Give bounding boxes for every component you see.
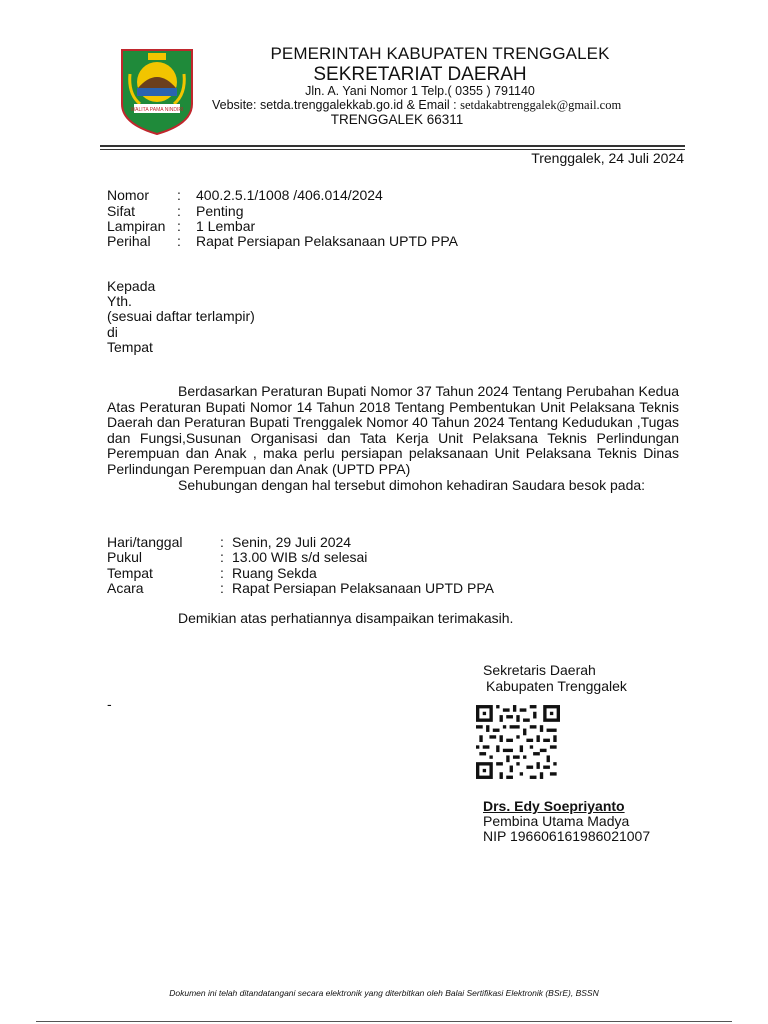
body-paragraph-1: Berdasarkan Peraturan Bupati Nomor 37 Tahun 2024 Tentang Perubahan Kedua Atas Peraturan Bupati Nomor 14 Tahun 2018 Tentang Pembentukan Unit Pelaksana Teknis Daerah dan Peraturan Bupati Trenggalek Nomor 40 Tahun 2024 Tentang Kedudukan ,Tugas dan Fungsi,Susunan Organisasi dan Tata Kerja Unit Pelaksana Teknis Perlindungan Perempuan dan Anak , maka perlu persiapan pelaksanaan Unit Pelaksana Teknis Dinas Perlindungan Perempuan dan Anak (UPTD PPA) <box>107 383 679 477</box>
signer-office: Kabupaten Trenggalek <box>486 678 627 694</box>
recipient-line: di <box>107 324 118 340</box>
office-address: Jln. A. Yani Nomor 1 Telp.( 0355 ) 791140 <box>305 84 535 98</box>
recipient-line: Kepada <box>107 278 156 294</box>
recipient-line: Tempat <box>107 339 153 355</box>
meta-value-perihal: Rapat Persiapan Pelaksanaan UPTD PPA <box>196 233 458 249</box>
meta-value-lampiran: 1 Lembar <box>196 218 256 234</box>
dash-mark: - <box>107 696 112 712</box>
signer-rank: Pembina Utama Madya <box>483 813 630 829</box>
schedule-label-time: Pukul <box>107 549 143 565</box>
qr-code-icon <box>476 705 560 779</box>
schedule-value-time: 13.00 WIB s/d selesai <box>232 549 368 565</box>
body-paragraph-2: Sehubungan dengan hal tersebut dimohon kehadiran Saudara besok pada: <box>178 476 646 493</box>
header-divider-thick <box>100 145 685 147</box>
esign-footer-note: Dokumen ini telah ditandatangani secara elektronik yang diterbitkan oleh Balai Sertifikasi Elektronik (BSrE), BSSN <box>169 988 599 998</box>
schedule-label-agenda: Acara <box>107 580 144 596</box>
letter-body <box>107 384 679 493</box>
logo-motto: WALITA PAMA NINDIRI <box>130 107 184 113</box>
meta-value-sifat: Penting <box>196 203 244 219</box>
recipient-line: Yth. <box>107 293 132 309</box>
meta-value-nomor: 400.2.5.1/1008 /406.014/2024 <box>196 187 383 203</box>
schedule-value-place: Ruang Sekda <box>232 565 317 581</box>
page-bottom-line <box>36 1021 732 1022</box>
signer-nip: NIP 196606161986021007 <box>483 828 651 844</box>
signer-name: Drs. Edy Soepriyanto <box>483 798 625 814</box>
closing-sentence: Demikian atas perhatiannya disampaikan terimakasih. <box>178 610 514 626</box>
email-link[interactable]: setdakabtrenggalek@gmail.com <box>460 98 622 112</box>
schedule-label-date: Hari/tanggal <box>107 534 183 550</box>
recipient-line: (sesuai daftar terlampir) <box>107 308 255 324</box>
schedule-value-agenda: Rapat Persiapan Pelaksanaan UPTD PPA <box>232 580 494 596</box>
city-zip: TRENGGALEK 66311 <box>330 112 464 127</box>
schedule-label-place: Tempat <box>107 565 153 581</box>
meta-label-nomor: Nomor <box>107 187 150 203</box>
government-name: PEMERINTAH KABUPATEN TRENGGALEK <box>270 44 610 63</box>
website-text: Vebsite: setda.trenggalekkab.go.id & Email : <box>212 98 461 112</box>
meta-label-sifat: Sifat <box>107 203 136 219</box>
office-name: SEKRETARIAT DAERAH <box>313 64 527 85</box>
meta-label-lampiran: Lampiran <box>107 218 166 234</box>
meta-label-perihal: Perihal <box>107 233 151 249</box>
signer-title: Sekretaris Daerah <box>483 662 596 678</box>
letter-date: Trenggalek, 24 Juli 2024 <box>531 150 684 166</box>
website-email-line <box>212 98 621 113</box>
schedule-value-date: Senin, 29 Juli 2024 <box>232 534 352 550</box>
